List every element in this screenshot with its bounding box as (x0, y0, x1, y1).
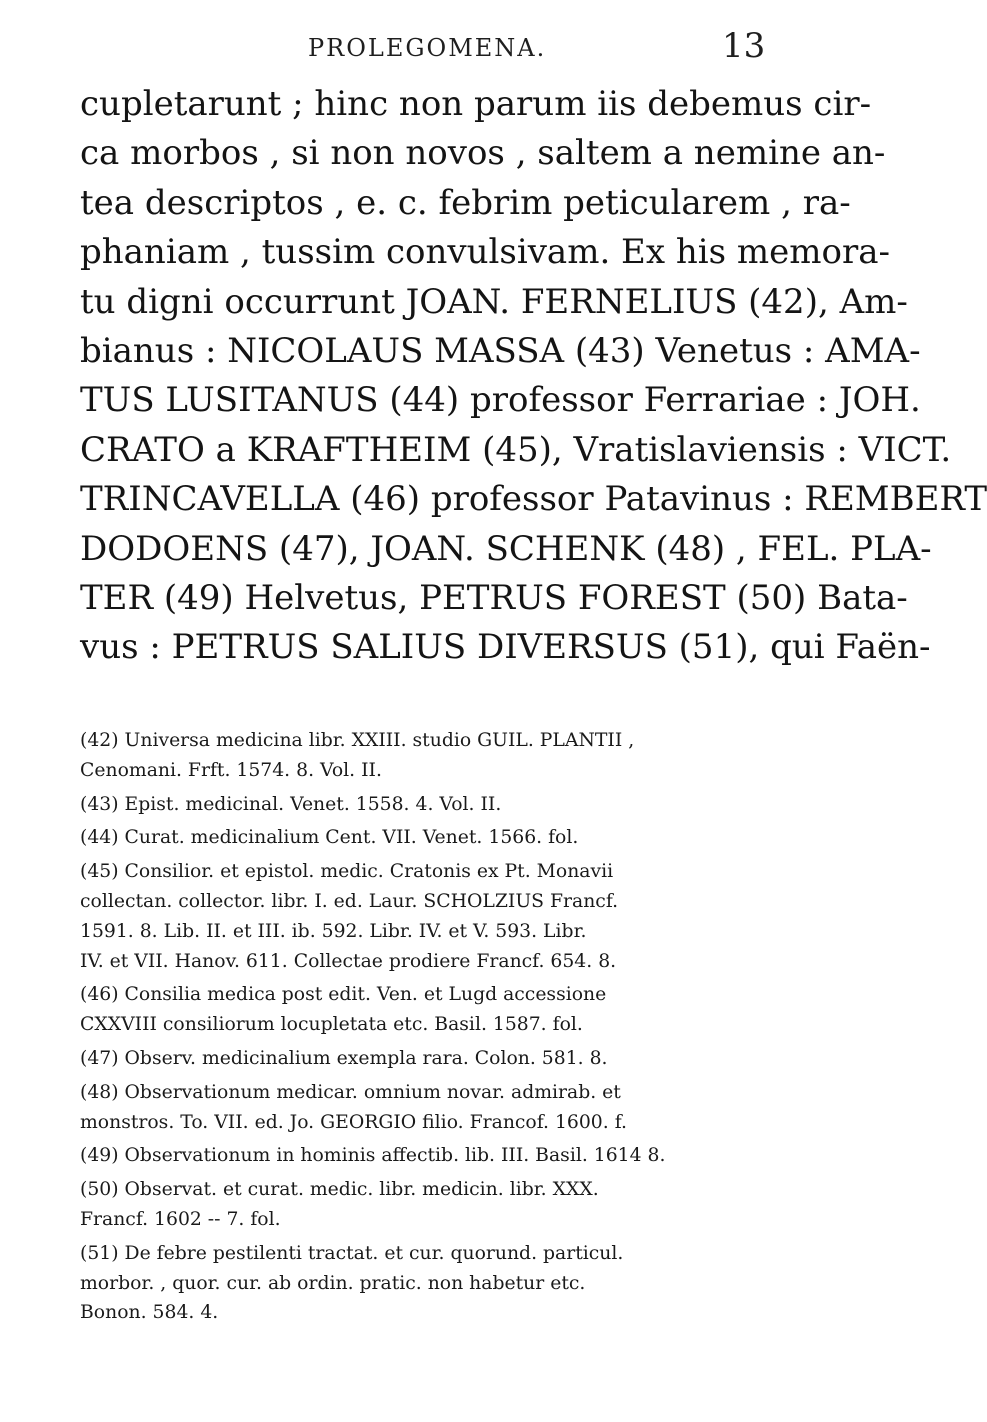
text-line: TUS LUSITANUS (44) professor Ferrariae : JOH. (80, 380, 921, 421)
running-title: PROLEGOMENA. (308, 34, 547, 62)
footnote-line: (50) Observat. et curat. medic. libr. medicin. libr. XXX. (80, 1179, 599, 1201)
footnote-44 (80, 823, 745, 853)
footnote-47 (80, 1044, 745, 1074)
footnotes (80, 726, 745, 1332)
footnote-line: CXXVIII consiliorum locupletata etc. Basil. 1587. fol. (80, 1014, 583, 1036)
text-line: TER (49) Helvetus, PETRUS FOREST (50) Bata- (80, 578, 908, 619)
footnote-line: 1591. 8. Lib. II. et III. ib. 592. Libr. IV. et V. 593. Libr. (80, 920, 587, 942)
footnote-46 (80, 980, 745, 1040)
footnote-42 (80, 726, 745, 786)
footnote-45 (80, 857, 745, 976)
footnote-line: IV. et VII. Hanov. 611. Collectae prodiere Francf. 654. 8. (80, 950, 617, 972)
footnote-48 (80, 1078, 745, 1138)
footnote-line: (46) Consilia medica post edit. Ven. et Lugd accessione (80, 984, 607, 1006)
main-text-block (80, 80, 987, 673)
footnote-line: morbor. , quor. cur. ab ordin. pratic. non habetur etc. (80, 1272, 586, 1294)
text-line: bianus : NICOLAUS MASSA (43) Venetus : AMA- (80, 331, 921, 372)
text-line: cupletarunt ; hinc non parum iis debemus cir- (80, 84, 872, 124)
footnote-line: monstros. To. VII. ed. Jo. GEORGIO filio. Francof. 1600. f. (80, 1111, 627, 1133)
footnote-line: (43) Epist. medicinal. Venet. 1558. 4. Vol. II. (80, 793, 502, 815)
text-line: CRATO a KRAFTHEIM (45), Vratislaviensis : VICT. (80, 429, 952, 470)
text-line: DODOENS (47), JOAN. SCHENK (48) , FEL. PLA- (80, 528, 932, 569)
footnote-line: Cenomani. Frft. 1574. 8. Vol. II. (80, 759, 382, 781)
footnote-line: (44) Curat. medicinalium Cent. VII. Venet. 1566. fol. (80, 827, 579, 849)
running-head (0, 20, 800, 70)
footnote-line: collectan. collector. libr. I. ed. Laur. SCHOLZIUS Francf. (80, 890, 619, 912)
footnote-line: (42) Universa medicina libr. XXIII. studio GUIL. PLANTII , (80, 730, 635, 751)
footnote-49 (80, 1141, 745, 1171)
text-line: ca morbos , si non novos , saltem a nemine an- (80, 133, 886, 174)
footnote-line: (49) Observationum in hominis affectib. lib. III. Basil. 1614 8. (80, 1145, 666, 1167)
footnote-line: (51) De febre pestilenti tractat. et cur. quorund. particul. (80, 1242, 624, 1264)
footnote-line: (45) Consilior. et epistol. medic. Cratonis ex Pt. Monavii (80, 861, 614, 883)
text-line: vus : PETRUS SALIUS DIVERSUS (51), qui Faën- (80, 627, 931, 668)
text-line: tea descriptos , e. c. febrim peticularem , ra- (80, 182, 851, 223)
page-number: 13 (722, 26, 766, 66)
footnote-line: (47) Observ. medicinalium exempla rara. Colon. 581. 8. (80, 1047, 608, 1069)
text-line: TRINCAVELLA (46) professor Patavinus : REMBERT (80, 479, 987, 520)
footnote-43 (80, 790, 745, 820)
text-line: tu digni occurrunt JOAN. FERNELIUS (42), Am- (80, 281, 908, 322)
footnote-50 (80, 1175, 745, 1235)
text-line: phaniam , tussim convulsivam. Ex his memora- (80, 232, 890, 273)
footnote-line: Bonon. 584. 4. (80, 1302, 219, 1324)
footnote-51 (80, 1239, 745, 1328)
footnote-line: (48) Observationum medicar. omnium novar. admirab. et (80, 1081, 621, 1103)
footnote-line: Francf. 1602 -- 7. fol. (80, 1208, 281, 1230)
